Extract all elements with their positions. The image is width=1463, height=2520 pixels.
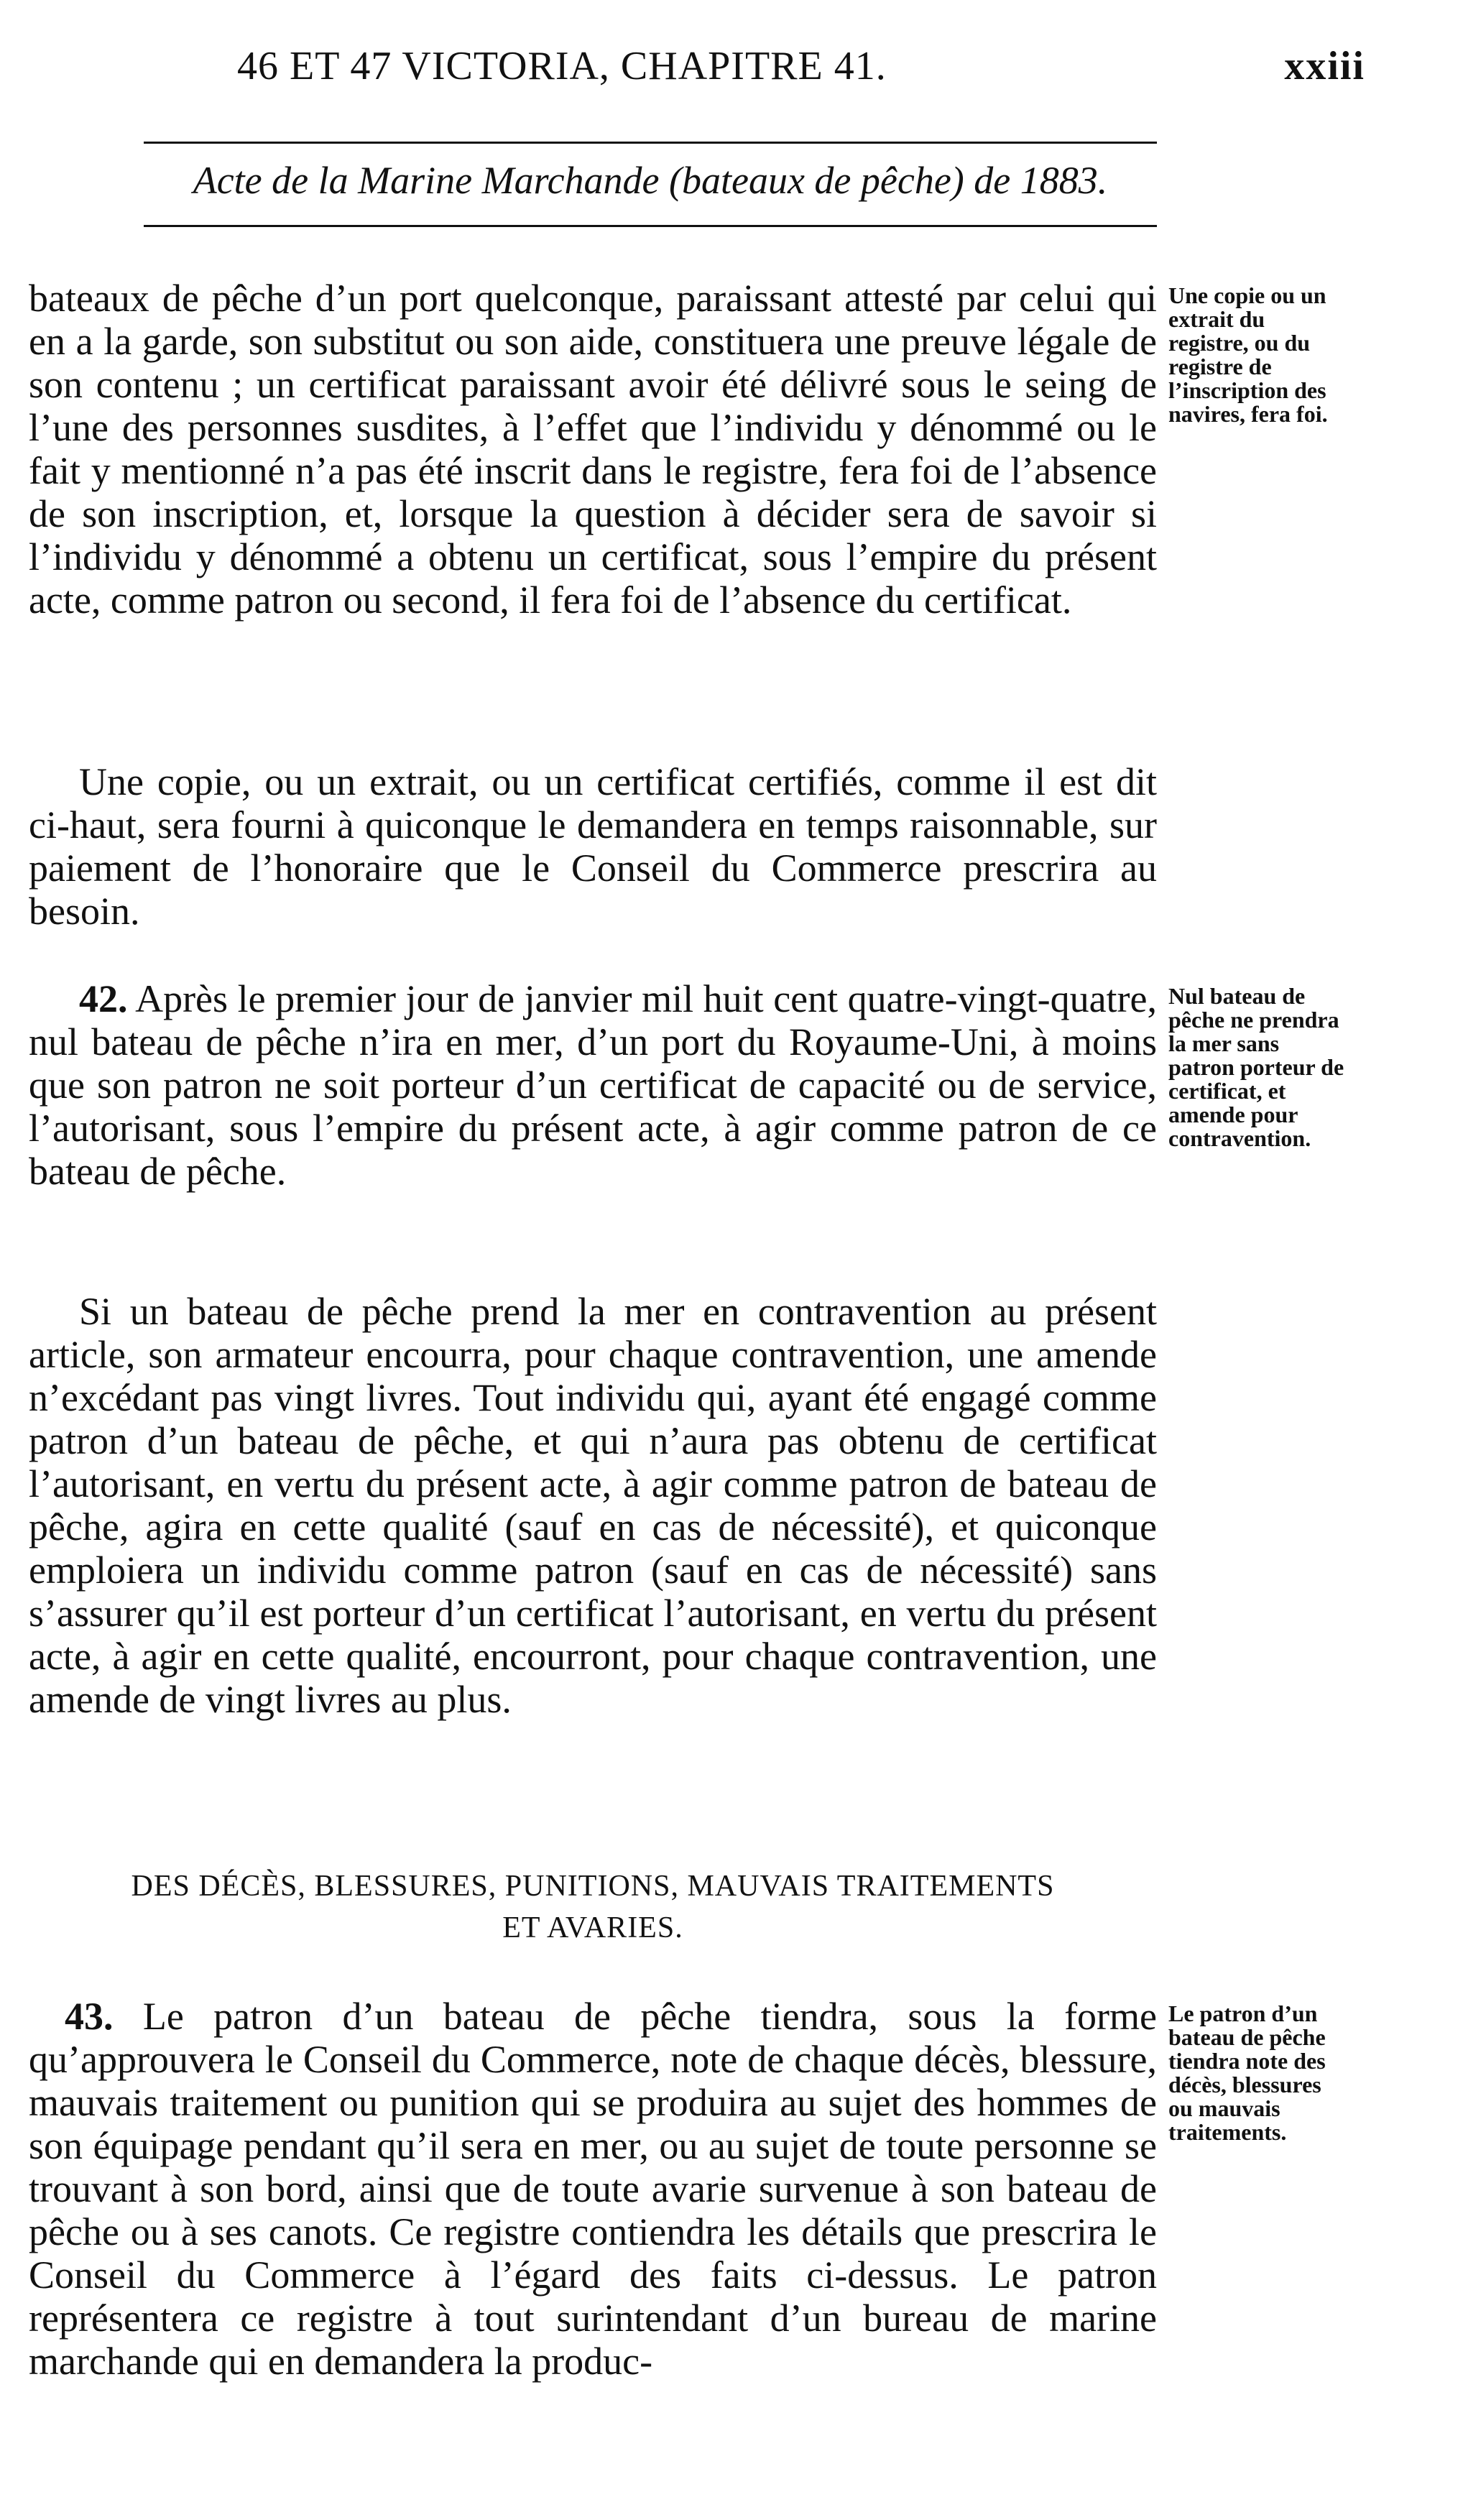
running-title: 46 ET 47 VICTORIA, CHAPITRE 41. <box>237 44 887 88</box>
section-heading <box>29 1865 1157 1949</box>
margin-note-copy-extract: Une copie ou un extrait du registre, ou du registre de l’inscription des navires, fera foi. <box>1168 282 1328 427</box>
running-head <box>29 43 1394 101</box>
section-42 <box>29 977 1157 1193</box>
margin-note-skipper-log: Le patron d’un bateau de pêche tiendra note des décès, blessures ou mauvais traitements. <box>1168 2000 1326 2145</box>
section-text: Après le premier jour de janvier mil huit cent quatre-vingt-quatre, nul bateau de pêche n’ira en mer, d’un port du Royaume-Uni, à moins que son patron ne soit porteur d’un certificat de capacité ou de service, l’autorisant, sous l’empire du présent acte, à agir comme patron de ce bateau de pêche. <box>29 977 1157 1193</box>
section-43 <box>29 1995 1157 2383</box>
paragraph-penalty: Si un bateau de pêche prend la mer en contravention au présent article, son armateur encourra, pour chaque contravention, une amende n’excédant pas vingt livres. Tout individu qui, ayant été engagé comme patron d’un bateau de pêche, et qui n’aura pas obtenu de certificat l’autorisant, en vertu du présent acte, à agir comme patron de bateau de pêche, agira en cette qualité (sauf en cas de nécessité), et quiconque emploiera un individu comme patron (sauf en cas de nécessité) sans s’assurer qu’il est porteur d’un certificat l’autorisant, en vertu du présent acte, à agir en cette qualité, encourront, pour chaque contravention, une amende de vingt livres au plus. <box>29 1290 1157 1721</box>
heading-line: ET AVARIES. <box>502 1911 683 1944</box>
page-number: xxiii <box>1284 44 1365 88</box>
header-rule-top <box>144 142 1157 144</box>
act-title: Acte de la Marine Marchande (bateaux de pêche) de 1883. <box>193 159 1108 202</box>
margin-note-skipper-certificate: Nul bateau de pêche ne prendra la mer sans patron porteur de certificat, et amende pour contravention. <box>1168 983 1344 1151</box>
paragraph-copy-provision: Une copie, ou un extrait, ou un certificat certifiés, comme il est dit ci-haut, sera fourni à quiconque le demandera en temps raisonnable, sur paiement de l’honoraire que le Conseil du Commerce prescrira au besoin. <box>29 760 1157 933</box>
paragraph-continuation: bateaux de pêche d’un port quelconque, paraissant attesté par celui qui en a la garde, son substitut ou son aide, constituera une preuve légale de son contenu ; un certificat paraissant avoir été délivré sous le seing de l’une des personnes susdites, à l’effet que l’individu y dénommé ou le fait y mentionné n’a pas été inscrit dans le registre, fera foi de l’absence de son inscription, et, lorsque la question à décider sera de savoir si l’individu y dénommé a obtenu un certificat, sous l’empire du présent acte, comme patron ou second, il fera foi de l’absence du certificat. <box>29 277 1157 622</box>
section-text: Le patron d’un bateau de pêche tiendra, sous la forme qu’approuvera le Conseil du Commerce, note de chaque décès, blessure, mauvais traitement ou punition qui se produira au sujet des hommes de son équipage pendant qu’il sera en mer, ou au sujet de toute personne se trouvant à son bord, ainsi que de toute avarie survenue à son bateau de pêche ou à ses canots. Ce registre contiendra les détails que prescrira le Conseil du Commerce à l’égard des faits ci-dessus. Le patron représentera ce registre à tout surintendant d’un bureau de marine marchande qui en demandera la produc- <box>29 1995 1158 2383</box>
heading-line: DES DÉCÈS, BLESSURES, PUNITIONS, MAUVAIS TRAITEMENTS <box>131 1870 1055 1903</box>
section-number: 42. <box>79 977 128 1020</box>
section-number: 43. <box>65 1995 114 2038</box>
header-rule-bottom <box>144 225 1157 227</box>
